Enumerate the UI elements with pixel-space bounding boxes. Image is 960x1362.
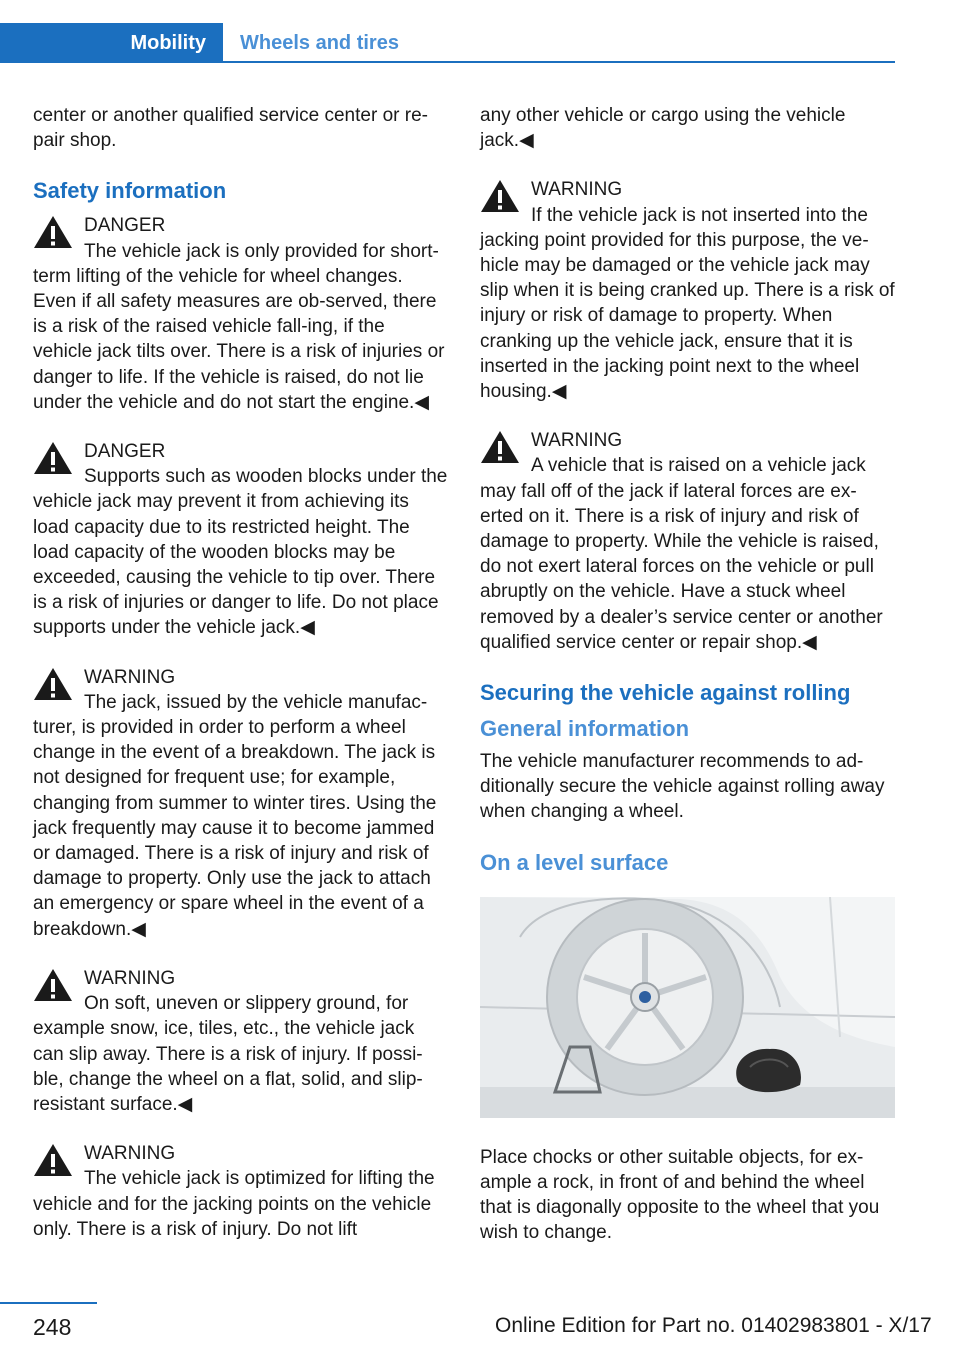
warning-first-line: Supports such as wooden blocks under: [84, 466, 416, 488]
left-column: [33, 103, 448, 1266]
subheading-general: General information: [480, 716, 690, 742]
warning-title: DANGER: [84, 215, 166, 237]
warning-first-line: The vehicle jack is optimized for lifting: [84, 1168, 403, 1190]
section-heading-safety: Safety information: [33, 178, 227, 204]
warning-body: example snow, ice, tiles, etc., the vehicle jack can slip away. There is a risk of injury. If possi-ble, change the wheel on a flat, solid, and slip-resistant surface.◀: [33, 1018, 423, 1115]
warning-title: WARNING: [84, 967, 176, 989]
warning-body: the vehicle jack may prevent it from achieving its load capacity due to its restricted height. The load capacity of the wooden blocks may be exceeded, causing the vehicle to tip over. There is a risk of injuries or danger to life. Do not place supports under the vehicle jack.◀: [33, 466, 448, 639]
tab-wheels-and-tires[interactable]: [240, 23, 399, 63]
warning-body: turer, is provided in order to perform a wheel change in the event of a breakdown. The jack is not designed for frequent use; for example, changing from summer to winter tires. Using the jack frequently may cause it to become jammed or damaged. There is a risk of injury and risk of damage to property. Only use the jack to attach an emergency or spare wheel in the event of a breakdown.◀: [33, 717, 437, 940]
warning-title: WARNING: [84, 1143, 176, 1165]
tab-wheels-label: Wheels and tires: [240, 31, 399, 54]
warning-triangle-icon: [33, 441, 73, 475]
tab-mobility-label: Mobility: [130, 31, 206, 54]
tab-underline: [223, 61, 895, 63]
warning-title: DANGER: [84, 441, 166, 463]
warning-first-line: If the vehicle jack is not inserted into the: [531, 204, 868, 226]
warning-first-line: On soft, uneven or slippery ground, for: [84, 993, 409, 1015]
warning-body: may fall off of the jack if lateral forces are ex-erted on it. There is a risk of injury and risk of damage to property. While the vehicle is raised, do not exert lateral forces on the vehicle or pull abruptly on the vehicle. Have a stuck wheel removed by a dealer’s service center or another qualified service center or repair shop.◀: [480, 480, 883, 653]
warning-block: [33, 439, 448, 641]
subheading-level-surface: On a level surface: [480, 849, 669, 875]
warning-triangle-icon: [33, 215, 73, 249]
warning-block: [33, 213, 448, 415]
warning-title: WARNING: [531, 430, 623, 452]
tab-mobility[interactable]: [0, 23, 223, 63]
warning-body: jacking point provided for this purpose, the ve-hicle may be damaged or the vehicle jack may slip when it is being cranked up. There is a risk of injury or risk of damage to property. When cranking up the vehicle jack, ensure that it is inserted in the jacking point next to the wheel housing.◀: [480, 229, 895, 403]
warning-block: [480, 428, 895, 655]
warning-block: [33, 966, 448, 1117]
section-heading-rolling: Securing the vehicle against rolling: [480, 680, 851, 706]
warning-triangle-icon: [33, 667, 73, 701]
warning-title: WARNING: [84, 666, 176, 688]
wheel-chock-illustration: [480, 897, 895, 1118]
continued-text: any other vehicle or cargo using the vehicle jack.◀: [480, 105, 846, 152]
page-number: 248: [33, 1314, 72, 1340]
figure-caption: Place chocks or other suitable objects, for ex-ample a rock, in front of and behind the wheel that is diagonally opposite to the wheel that you wish to change.: [480, 1146, 880, 1244]
header-tabbar: [0, 23, 895, 63]
warning-block: [33, 1141, 448, 1242]
page-number-rule: [0, 1302, 97, 1304]
general-info-text: The vehicle manufacturer recommends to ad-ditionally secure the vehicle against rolling away when changing a wheel.: [480, 751, 885, 823]
intro-text: center or another qualified service center or re-pair shop.: [33, 105, 428, 152]
warning-block: [33, 665, 448, 942]
edition-footer: Online Edition for Part no. 01402983801 - X/17: [495, 1314, 932, 1337]
warning-first-line: The vehicle jack is only provided for: [84, 240, 385, 262]
warning-triangle-icon: [33, 1143, 73, 1177]
warning-body: the vehicle and for the jacking points on the vehicle only. There is a risk of injury. Do not lift: [33, 1168, 435, 1240]
warning-block: [480, 177, 895, 404]
right-column: [480, 103, 895, 1270]
warning-triangle-icon: [33, 968, 73, 1002]
warning-first-line: The jack, issued by the vehicle manufac-: [84, 691, 428, 713]
warning-body: short-term lifting of the vehicle for wheel changes. Even if all safety measures are ob-served, there is a risk of the raised vehicle fall-ing, if the vehicle jack tilts over. There is a risk of injuries or danger to life. If the vehicle is raised, do not lie under the vehicle and do not start the engine.◀: [33, 240, 445, 413]
warning-triangle-icon: [480, 430, 520, 464]
warning-title: WARNING: [531, 179, 623, 201]
warning-triangle-icon: [480, 179, 520, 213]
warning-first-line: A vehicle that is raised on a vehicle jack: [531, 455, 866, 477]
